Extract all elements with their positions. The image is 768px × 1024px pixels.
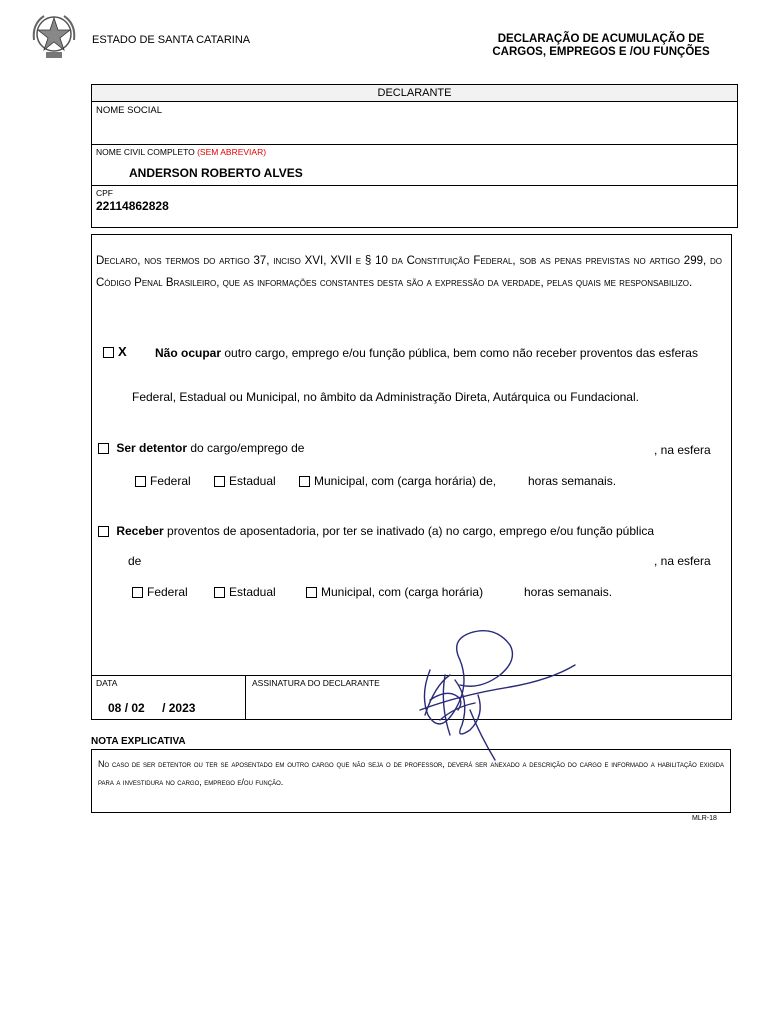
detentor-estadual-checkbox[interactable] — [214, 476, 225, 487]
data-day: 08 — [108, 701, 122, 715]
ser-detentor-esfera-federal: Federal — [135, 474, 191, 488]
ser-detentor-esfera-estadual: Estadual — [214, 474, 276, 488]
receber-esfera-label: , na esfera — [654, 554, 711, 568]
ser-detentor-esfera-label: , na esfera — [654, 443, 711, 457]
form-code: MLR-18 — [692, 815, 717, 822]
nota-explicativa-title: NOTA EXPLICATIVA — [91, 736, 186, 747]
receber-municipal-checkbox[interactable] — [306, 587, 317, 598]
nao-ocupar-text: Não ocupar outro cargo, emprego e/ou função pública, bem como não receber proventos das esferas — [155, 346, 698, 360]
nome-civil-value: ANDERSON ROBERTO ALVES — [129, 166, 303, 180]
nome-social-label: NOME SOCIAL — [96, 105, 162, 116]
nome-social-field[interactable] — [91, 101, 738, 145]
nao-ocupar-mark: X — [118, 344, 127, 359]
receber-esfera-municipal: Municipal, com (carga horária) — [306, 585, 483, 599]
nome-civil-label: NOME CIVIL COMPLETO (SEM ABREVIAR) — [96, 147, 267, 157]
data-year: / 2023 — [162, 701, 196, 715]
ser-detentor-checkbox[interactable] — [98, 443, 109, 454]
cpf-field[interactable] — [91, 185, 738, 228]
ser-detentor-esfera-municipal: Municipal, com (carga horária) de, — [299, 474, 496, 488]
receber-esfera-federal: Federal — [132, 585, 188, 599]
declarante-section-title: DECLARANTE — [91, 84, 738, 102]
sem-abreviar-note: (SEM ABREVIAR) — [197, 147, 267, 157]
ser-detentor-horas: horas semanais. — [528, 474, 617, 488]
data-month: / 02 — [124, 701, 145, 715]
nome-civil-field[interactable] — [91, 144, 738, 186]
nao-ocupar-text-line2: Federal, Estadual ou Municipal, no âmbito da Administração Direta, Autárquica ou Fundacional. — [132, 390, 639, 404]
receber-federal-checkbox[interactable] — [132, 587, 143, 598]
option-receber: Receber proventos de aposentadoria, por ter se inativado (a) no cargo, emprego e/ou função pública — [98, 524, 654, 538]
state-coat-of-arms-emblem — [30, 10, 78, 62]
assinatura-label: ASSINATURA DO DECLARANTE — [252, 678, 380, 688]
data-value — [108, 701, 195, 715]
receber-esfera-estadual: Estadual — [214, 585, 276, 599]
nota-explicativa-text: No caso de ser detentor ou ter se aposentado em outro cargo que não seja o de professor, deverá ser anexado a descrição do cargo e informado a habilitação exigida para a investidura no cargo, emprego e/ou função. — [91, 749, 731, 813]
declaration-text: Declaro, nos termos do artigo 37, inciso XVI, XVII e § 10 da Constituição Federal, sob as penas previstas no artigo 299, do Código Penal Brasileiro, que as informações constantes desta são a expressão da verdade, pelas quais me responsabilizo. — [96, 255, 722, 289]
cpf-label: CPF — [96, 188, 113, 198]
state-name: ESTADO DE SANTA CATARINA — [92, 34, 251, 46]
option-ser-detentor: Ser detentor do cargo/emprego de — [98, 441, 304, 455]
receber-horas: horas semanais. — [524, 585, 613, 599]
detentor-federal-checkbox[interactable] — [135, 476, 146, 487]
data-label: DATA — [96, 678, 118, 688]
document-title: DECLARAÇÃO DE ACUMULAÇÃO DE CARGOS, EMPREGOS E /OU FUNÇÕES — [492, 33, 710, 58]
data-field[interactable] — [91, 675, 246, 720]
receber-checkbox[interactable] — [98, 526, 109, 537]
detentor-municipal-checkbox[interactable] — [299, 476, 310, 487]
cpf-value: 22114862828 — [96, 199, 169, 213]
receber-de-label: de — [128, 554, 142, 568]
receber-estadual-checkbox[interactable] — [214, 587, 225, 598]
